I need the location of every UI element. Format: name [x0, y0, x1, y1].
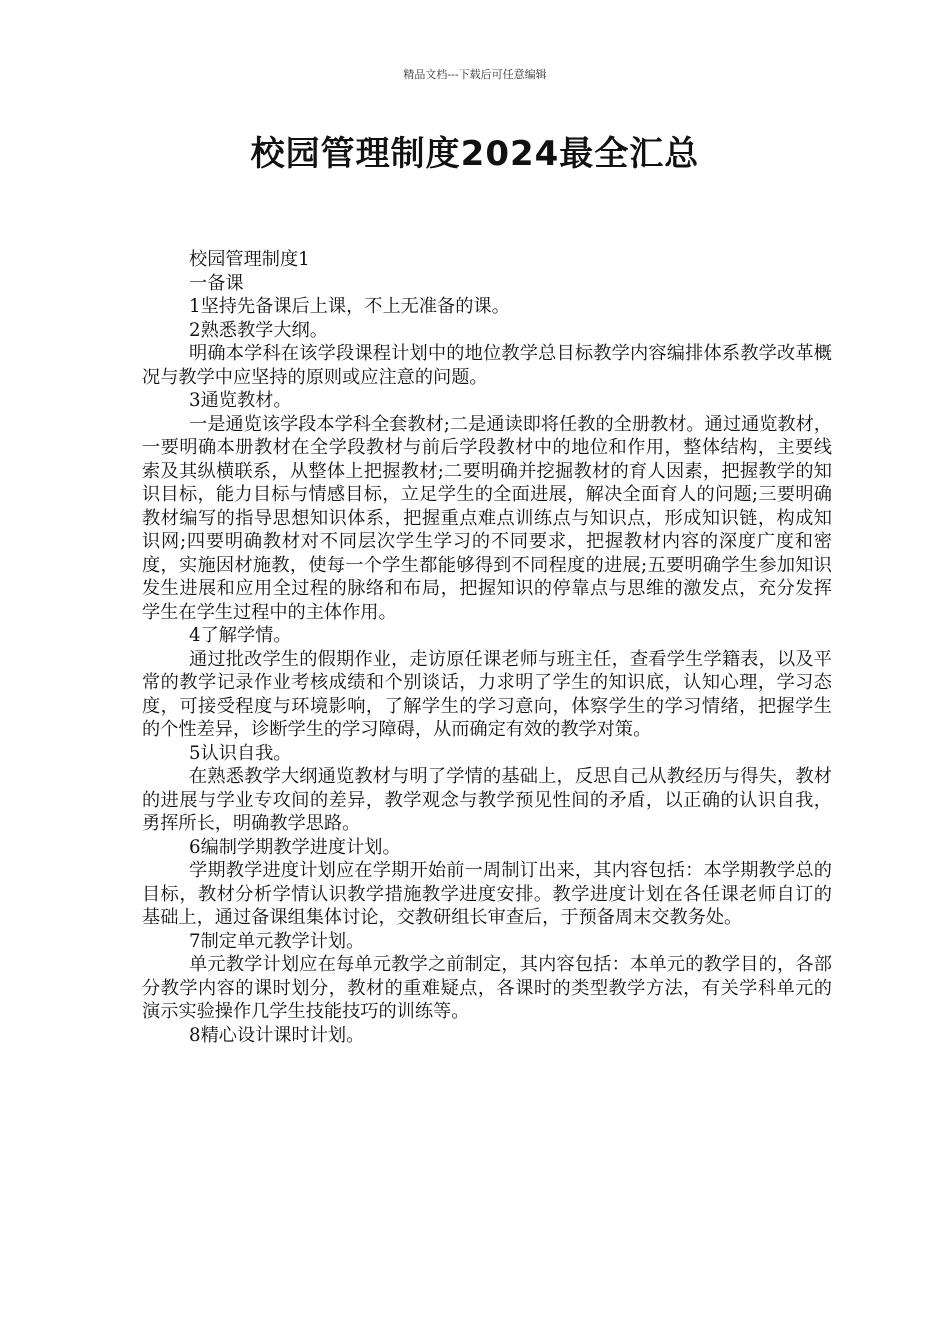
- paragraph: 单元教学计划应在每单元教学之前制定，其内容包括：本单元的教学目的，各部分教学内容的课时划分，教材的重难疑点，各课时的类型教学方法，有关学科单元的演示实验操作几学生技能技巧的训练等。: [142, 954, 832, 1022]
- paragraph: 通过批改学生的假期作业，走访原任课老师与班主任，查看学生学籍表，以及平常的教学记录作业考核成绩和个别谈话，力求明了学生的知识底，认知心理，学习态度，可接受程度与环境影响，了解学生的学习意向，体察学生的学习情绪，把握学生的个性差异，诊断学生的学习障碍，从而确定有效的教学对策。: [142, 648, 832, 740]
- paragraph: 一是通览该学段本学科全套教材;二是通读即将任教的全册教材。通过通览教材，一要明确本册教材在全学段教材与前后学段教材中的地位和作用，整体结构，主要线索及其纵横联系，从整体上把握教材;二要明确并挖掘教材的育人因素，把握教学的知识目标，能力目标与情感目标，立足学生的全面进展，解决全面育人的问题;三要明确教材编写的指导思想知识体系，把握重点难点训练点与知识点，形成知识链，构成知识网;四要明确教材对不同层次学生学习的不同要求，把握教材内容的深度广度和密度，实施因材施教，使每一个学生都能够得到不同程度的进展;五要明确学生参加知识发生进展和应用全过程的脉络和布局，把握知识的停靠点与思维的激发点，充分发挥学生在学生过程中的主体作用。: [142, 413, 832, 623]
- paragraph: 8精心设计课时计划。: [189, 1024, 365, 1046]
- paragraph: 2熟悉教学大纲。: [189, 319, 328, 341]
- paragraph: 5认识自我。: [189, 742, 292, 764]
- paragraph: 6编制学期教学进度计划。: [189, 836, 401, 858]
- header-note: 精品文档---下载后可任意编辑: [403, 68, 547, 81]
- paragraph: 1坚持先备课后上课，不上无准备的课。: [189, 296, 510, 317]
- paragraph: 7制定单元教学计划。: [189, 930, 365, 952]
- document-title: 校园管理制度2024最全汇总: [250, 134, 700, 174]
- subsection-heading: 一备课: [189, 272, 244, 294]
- paragraph: 3通览教材。: [189, 390, 292, 411]
- paragraph: 明确本学科在该学段课程计划中的地位教学总目标教学内容编排体系教学改革概况与教学中应坚持的原则或应注意的问题。: [142, 343, 832, 388]
- paragraph: 学期教学进度计划应在学期开始前一周制订出来，其内容包括：本学期教学总的目标，教材分析学情认识教学措施教学进度安排。教学进度计划在各任课老师自订的基础上，通过备课组集体讨论，交教研组长审查后，于预备周末交教务处。: [142, 860, 832, 928]
- section-heading: 校园管理制度1: [189, 249, 310, 270]
- paragraph: 4了解学情。: [189, 625, 292, 646]
- document-body: [142, 248, 832, 1047]
- paragraph: 在熟悉教学大纲通览教材与明了学情的基础上，反思自己从教经历与得失，教材的进展与学业专攻间的差异，教学观念与教学预见性间的矛盾，以正确的认识自我，勇挥所长，明确教学思路。: [142, 766, 832, 834]
